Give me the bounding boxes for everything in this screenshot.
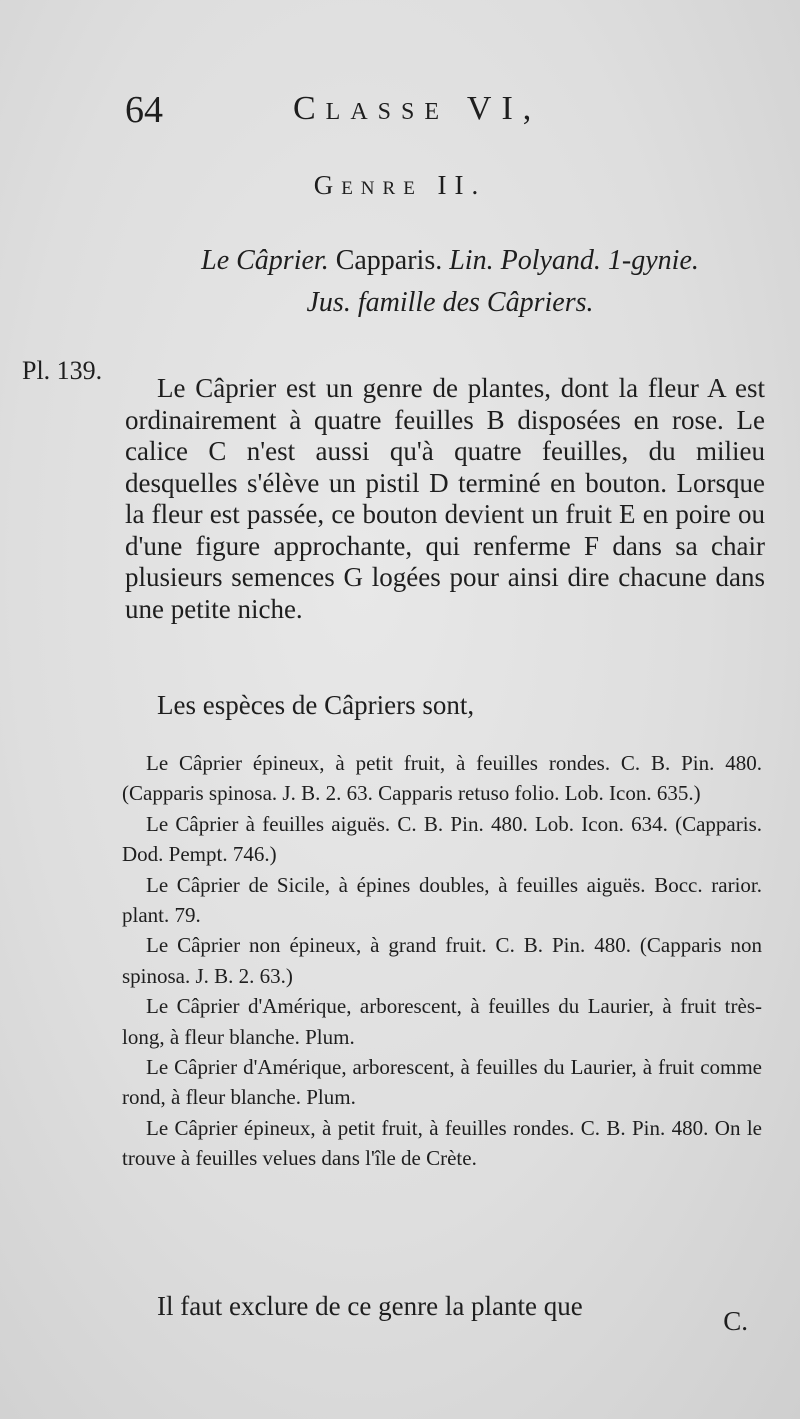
genus-latin-name: Capparis. [335,245,443,276]
species-entry: Le Câprier d'Amérique, arborescent, à feuilles du Laurier, à fruit très-long, à fleur blanche. Plum. [122,994,762,1049]
species-heading: Les espèces de Câpriers sont, [157,690,475,720]
jussieu-family: Jus. famille des Câpriers. [306,287,594,318]
linnaeus-reference: Lin. Polyand. [449,245,601,276]
species-entry: Le Câprier non épineux, à grand fruit. C. B. Pin. 480. (Capparis non spinosa. J. B. 2. 63.) [122,933,762,988]
species-entry: Le Câprier de Sicile, à épines doubles, à feuilles aiguës. Bocc. rarior. plant. 79. [122,872,762,928]
species-entry: Le Câprier d'Amérique, arborescent, à feuilles du Laurier, à fruit comme rond, à fleur blanche. Plum. [122,1055,762,1110]
genus-title [120,240,780,324]
closing-line: Il faut exclure de ce genre la plante que [157,1291,583,1321]
genus-description: Le Câprier est un genre de plantes, dont la fleur A est ordinairement à quatre feuilles B disposées en rose. Le calice C n'est aussi qu'à quatre feuilles, du milieu desquelles s'élève un pistil D terminé en bouton. Lorsque la fleur est passée, ce bouton devient un fruit E en poire ou d'une figure approchante, qui renferme F dans sa chair plusieurs semences G logées pour ainsi dire chacune dans une petite niche. [125,373,765,624]
catchword: C. [723,1306,748,1336]
species-list [122,748,762,1174]
linnaeus-order: 1-gynie. [607,245,699,276]
genus-name: Le Câprier. [201,245,329,276]
genre-heading: Genre II. [313,170,487,200]
species-entry: Le Câprier à feuilles aiguës. C. B. Pin. 480. Lob. Icon. 634. (Capparis. Dod. Pempt. 746.) [122,811,762,867]
species-entry: Le Câprier épineux, à petit fruit, à feuilles rondes. C. B. Pin. 480. On le trouve à feuilles velues dans l'île de Crète. [122,1115,762,1171]
page-header [125,88,605,132]
page-number: 64 [125,89,163,131]
species-entry: Le Câprier épineux, à petit fruit, à feuilles rondes. C. B. Pin. 480. (Capparis spinosa. J. B. 2. 63. Capparis retuso folio. Lob. Icon. 635.) [122,751,762,806]
plate-reference: Pl. 139. [22,356,103,385]
genus-title-line-1 [120,240,780,282]
running-head: Classe VI, [293,90,542,127]
